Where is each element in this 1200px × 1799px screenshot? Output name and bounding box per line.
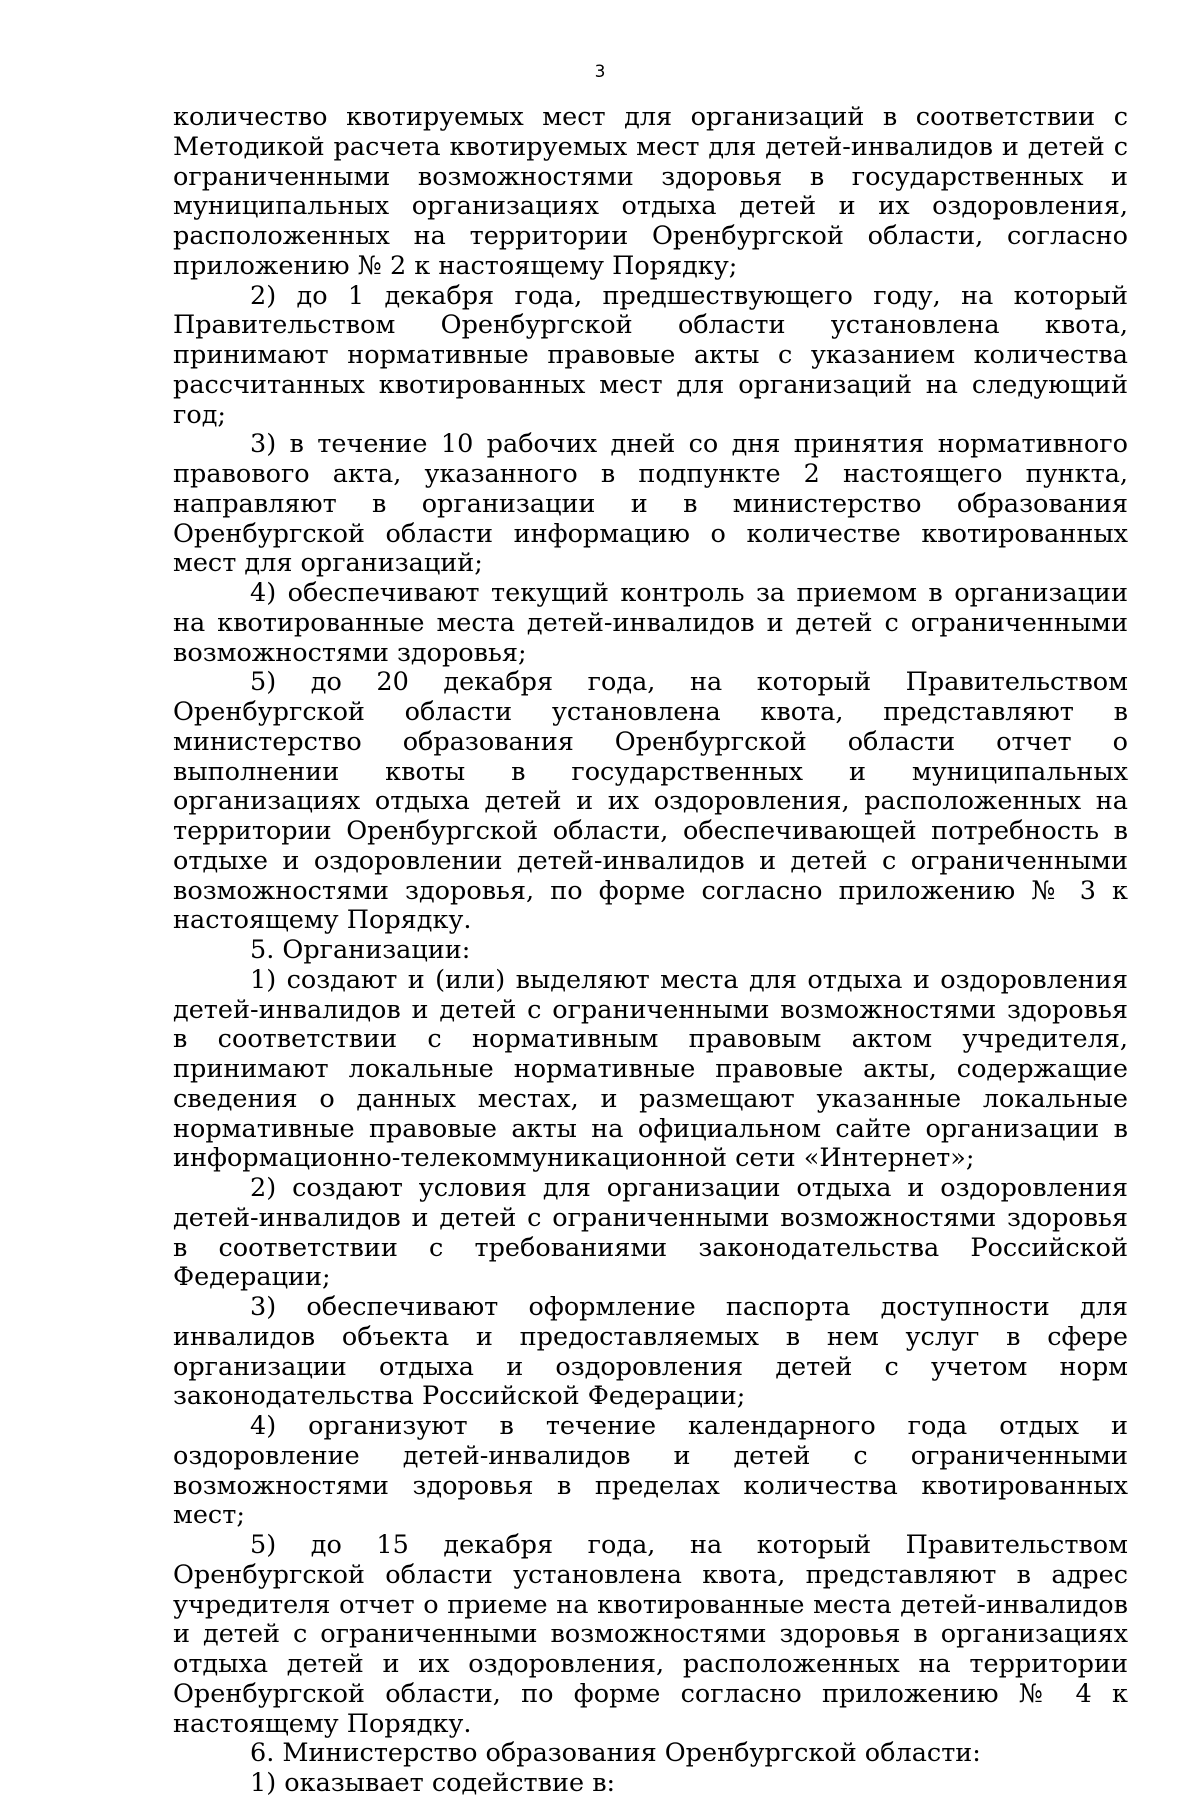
paragraph: 4) обеспечивают текущий контроль за приемом в организации на квотированные места детей-инвалидов и детей с ограниченными возможностями здоровья; — [173, 578, 1128, 668]
paragraph: 5) до 20 декабря года, на который Правительством Оренбургской области установлена квота, представляют в министерство образования Оренбургской области отчет о выполнении квоты в государственных и муниципальных организациях отдыха детей и их оздоровления, расположенных на территории Оренбургской области, обеспечивающей потребность в отдыхе и оздоровлении детей-инвалидов и детей с ограниченными возможностями здоровья, по форме согласно приложению № 3 к настоящему Порядку. — [173, 667, 1128, 936]
paragraph: количество квотируемых мест для организаций в соответствии с Методикой расчета квотируемых мест для детей-инвалидов и детей с ограниченными возможностями здоровья в государственных и муниципальных организациях отдыха детей и их оздоровления, расположенных на территории Оренбургской области, согласно приложению № 2 к настоящему Порядку; — [173, 102, 1128, 281]
paragraph: 2) создают условия для организации отдыха и оздоровления детей-инвалидов и детей с ограниченными возможностями здоровья в соответствии с требованиями законодательства Российской Федерации; — [173, 1173, 1128, 1293]
paragraph: 5) до 15 декабря года, на который Правительством Оренбургской области установлена квота, представляют в адрес учредителя отчет о приеме на квотированные места детей-инвалидов и детей с ограниченными возможностями здоровья в организациях отдыха детей и их оздоровления, расположенных на территории Оренбургской области, по форме согласно приложению № 4 к настоящему Порядку. — [173, 1530, 1128, 1739]
paragraph: 1) оказывает содействие в: — [250, 1768, 616, 1798]
document-body — [173, 103, 1128, 1799]
paragraph: 4) организуют в течение календарного года отдых и оздоровление детей-инвалидов и детей с ограниченными возможностями здоровья в пределах количества квотированных мест; — [173, 1411, 1128, 1531]
paragraph: 3) в течение 10 рабочих дней со дня принятия нормативного правового акта, указанного в подпункте 2 настоящего пункта, направляют в организации и в министерство образования Оренбургской области информацию о количестве квотированных мест для организаций; — [173, 429, 1128, 579]
section-heading: 6. Министерство образования Оренбургской области: — [250, 1738, 981, 1769]
section-heading: 5. Организации: — [250, 935, 471, 965]
paragraph: 2) до 1 декабря года, предшествующего году, на который Правительством Оренбургской области установлена квота, принимают нормативные правовые акты с указанием количества рассчитанных квотированных мест для организаций на следующий год; — [173, 280, 1128, 430]
paragraph: 3) обеспечивают оформление паспорта доступности для инвалидов объекта и предоставляемых в нем услуг в сфере организации отдыха и оздоровления детей с учетом норм законодательства Российской Федерации; — [173, 1292, 1128, 1412]
page-number: 3 — [594, 62, 606, 82]
paragraph: 1) создают и (или) выделяют места для отдыха и оздоровления детей-инвалидов и детей с ограниченными возможностями здоровья в соответствии с нормативным правовым актом учредителя, принимают локальные нормативные правовые акты, содержащие сведения о данных местах, и размещают указанные локальные нормативные правовые акты на официальном сайте организации в информационно-телекоммуникационной сети «Интернет»; — [173, 964, 1128, 1174]
